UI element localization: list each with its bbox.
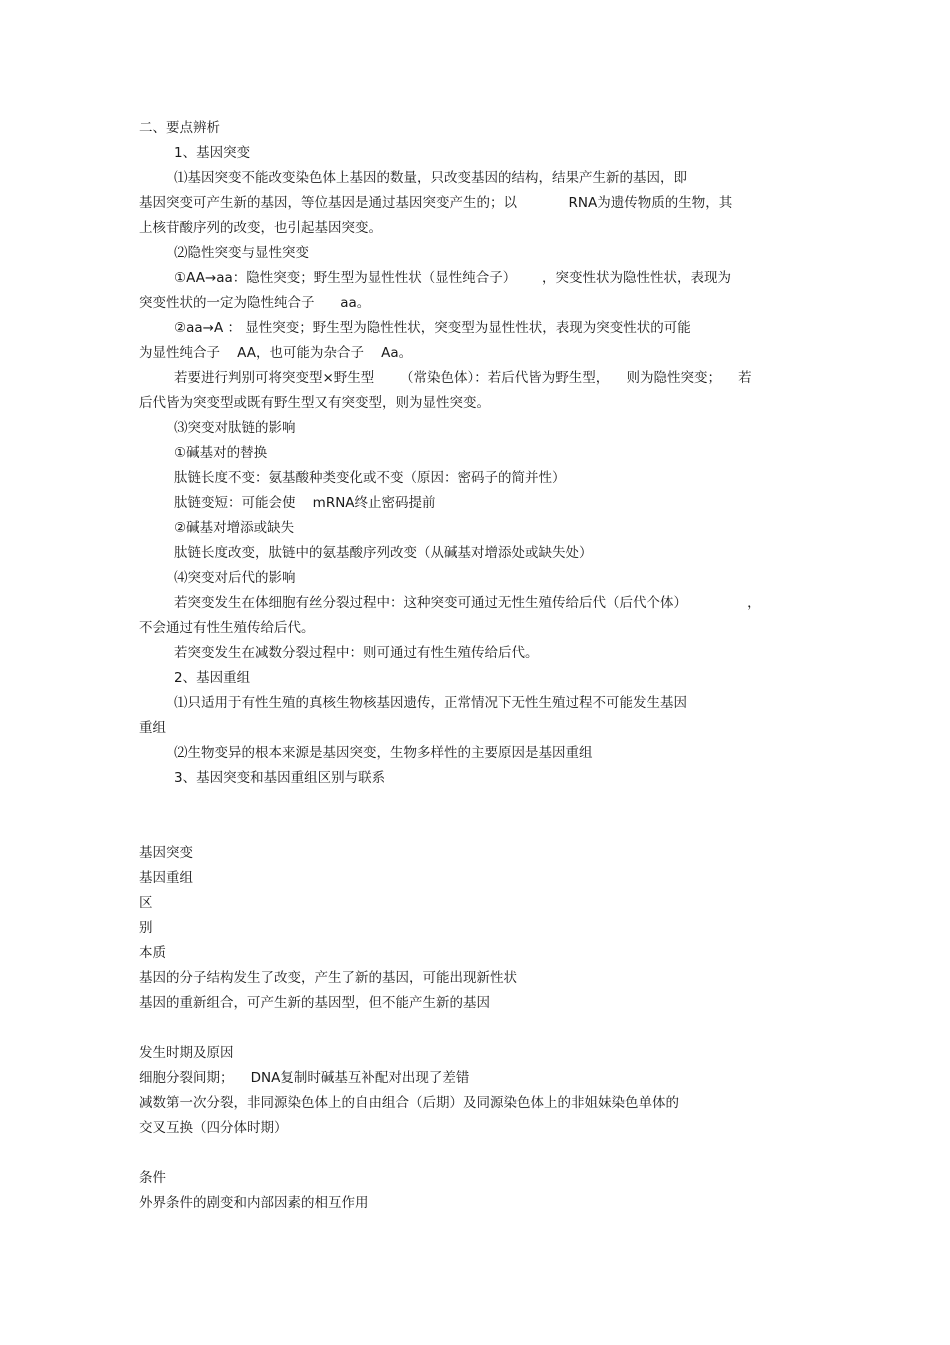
table-row-label: 本质 — [139, 945, 166, 961]
table-cell: 外界条件的剧变和内部因素的相互作用 — [139, 1195, 369, 1211]
paragraph-line: ①AA→aa：隐性突变；野生型为显性性状（显性纯合子） ，突变性状为隐性性状，表现为 — [174, 270, 732, 286]
paragraph-line: 肽链长度不变：氨基酸种类变化或不变（原因：密码子的简并性） — [174, 470, 566, 486]
paragraph-line: 为显性纯合子 AA，也可能为杂合子 Aa。 — [139, 345, 413, 361]
paragraph-line: ⑷突变对后代的影响 — [174, 570, 296, 586]
paragraph-line: 后代皆为突变型或既有野生型又有突变型，则为显性突变。 — [139, 395, 490, 411]
paragraph-line: 突变性状的一定为隐性纯合子 aa。 — [139, 295, 371, 311]
paragraph-line: 若突变发生在体细胞有丝分裂过程中：这种突变可通过无性生殖传给后代（后代个体） ， — [174, 595, 761, 611]
paragraph-line: 若要进行判别可将突变型×野生型 （常染色体）：若后代皆为野生型， 则为隐性突变； 若 — [174, 370, 752, 386]
table-header-recombination: 基因重组 — [139, 870, 193, 886]
table-row-label: 别 — [139, 920, 153, 936]
table-header-mutation: 基因突变 — [139, 845, 193, 861]
paragraph-line: ②碱基对增添或缺失 — [174, 520, 295, 536]
paragraph-line: 重组 — [139, 720, 166, 736]
table-row-label: 发生时期及原因 — [139, 1045, 234, 1061]
paragraph-line: ⑵隐性突变与显性突变 — [174, 245, 309, 261]
table-cell: 交叉互换（四分体时期） — [139, 1120, 288, 1136]
paragraph-line: 若突变发生在减数分裂过程中：则可通过有性生殖传给后代。 — [174, 645, 539, 661]
table-cell: 减数第一次分裂，非同源染色体上的自由组合（后期）及同源染色体上的非姐妹染色单体的 — [139, 1095, 679, 1111]
paragraph-line: 上核苷酸序列的改变，也引起基因突变。 — [139, 220, 382, 236]
paragraph-line: ⑶突变对肽链的影响 — [174, 420, 296, 436]
paragraph-line: ⑴只适用于有性生殖的真核生物核基因遗传，正常情况下无性生殖过程不可能发生基因 — [174, 695, 687, 711]
table-cell: 细胞分裂间期； DNA复制时碱基互补配对出现了差错 — [139, 1070, 470, 1086]
paragraph-line: 肽链变短：可能会使 mRNA终止密码提前 — [174, 495, 436, 511]
table-cell: 基因的分子结构发生了改变，产生了新的基因，可能出现新性状 — [139, 970, 517, 986]
subsection-heading: 1、基因突变 — [174, 145, 251, 161]
table-row-label: 条件 — [139, 1170, 166, 1186]
section-heading: 二、要点辨析 — [139, 120, 220, 136]
table-row-label: 区 — [139, 895, 153, 911]
paragraph-line: 不会通过有性生殖传给后代。 — [139, 620, 315, 636]
subsection-heading: 2、基因重组 — [174, 670, 251, 686]
paragraph-line: ⑴基因突变不能改变染色体上基因的数量，只改变基因的结构，结果产生新的基因，即 — [174, 170, 687, 186]
paragraph-line: ⑵生物变异的根本来源是基因突变，生物多样性的主要原因是基因重组 — [174, 745, 593, 761]
paragraph-line: ①碱基对的替换 — [174, 445, 268, 461]
subsection-heading: 3、基因突变和基因重组区别与联系 — [174, 770, 386, 786]
paragraph-line: 基因突变可产生新的基因，等位基因是通过基因突变产生的；以 RNA为遗传物质的生物，其 — [139, 195, 733, 211]
paragraph-line: ②aa→A ： 显性突变；野生型为隐性性状，突变型为显性性状，表现为突变性状的可能 — [174, 320, 691, 336]
paragraph-line: 肽链长度改变，肽链中的氨基酸序列改变（从碱基对增添处或缺失处） — [174, 545, 593, 561]
table-cell: 基因的重新组合，可产生新的基因型，但不能产生新的基因 — [139, 995, 490, 1011]
